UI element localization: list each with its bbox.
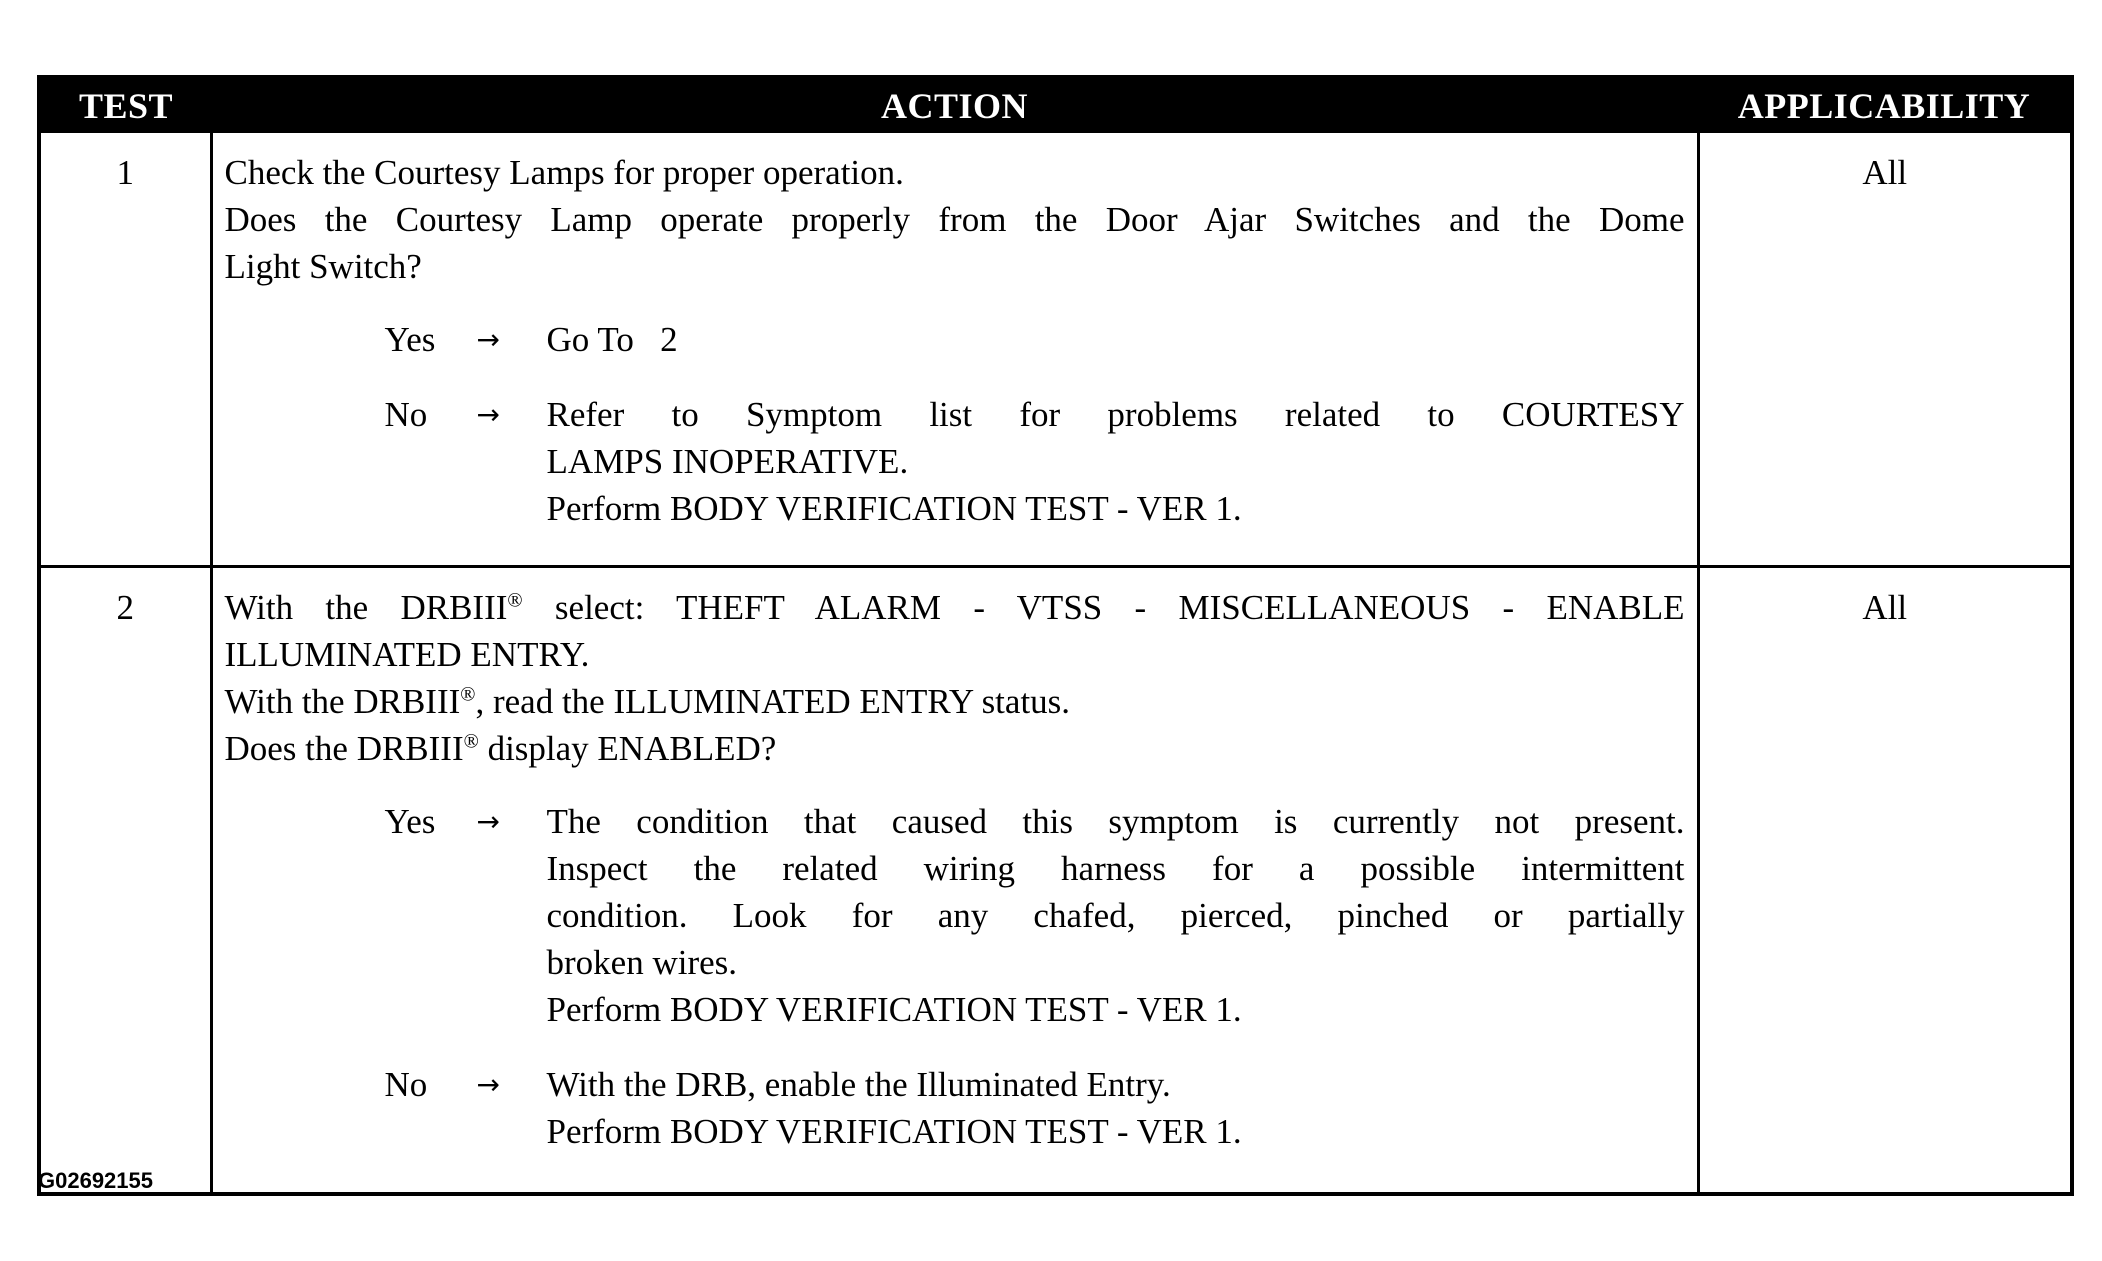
- answer-list: [225, 316, 1685, 532]
- diagnostic-test-table: [37, 75, 2074, 1196]
- answer-label: No: [384, 395, 428, 434]
- action-line: With the DRBIII®, read the ILLUMINATED ENTRY status.: [224, 682, 1071, 721]
- registered-mark: ®: [460, 683, 476, 706]
- answer-line: Perform BODY VERIFICATION TEST - VER 1.: [546, 1112, 1242, 1151]
- answer-label: Yes: [384, 802, 436, 841]
- answer-line: With the DRB, enable the Illuminated Entry.: [546, 1065, 1171, 1104]
- figure-id: G02692155: [38, 1168, 153, 1193]
- applicability-value: All: [1698, 567, 2072, 1195]
- header-action: ACTION: [211, 77, 1698, 133]
- header-applicability: APPLICABILITY: [1698, 77, 2072, 133]
- arrow-right-icon: →: [476, 805, 500, 838]
- table-header-row: [39, 77, 2072, 133]
- table-row: [39, 567, 2072, 1195]
- answer-label: No: [384, 1065, 428, 1104]
- action-line: Does the Courtesy Lamp operate properly from the Door Ajar Switches and the Dome: [224, 200, 1685, 239]
- answer-line: Perform BODY VERIFICATION TEST - VER 1.: [546, 489, 1242, 528]
- answer-no: [225, 1061, 1685, 1155]
- action-line: With the DRBIII® select: THEFT ALARM - VTSS - MISCELLANEOUS - ENABLE: [224, 588, 1685, 627]
- answer-line: Inspect the related wiring harness for a possible intermittent: [546, 849, 1685, 888]
- answer-line: broken wires.: [546, 943, 738, 982]
- answer-text: [547, 316, 1685, 363]
- test-number: 2: [39, 567, 211, 1195]
- answer-no: [225, 391, 1685, 532]
- answer-line: LAMPS INOPERATIVE.: [546, 442, 909, 481]
- registered-mark: ®: [507, 589, 523, 612]
- answer-text: [547, 391, 1685, 532]
- header-test: TEST: [39, 77, 211, 133]
- answer-text: [547, 798, 1685, 1033]
- answer-label: Yes: [384, 320, 436, 359]
- action-cell: [211, 567, 1698, 1195]
- action-line: Light Switch?: [224, 247, 422, 286]
- table-row: [39, 133, 2072, 567]
- answer-yes: [225, 316, 1685, 363]
- answer-line: The condition that caused this symptom is currently not present.: [546, 802, 1685, 841]
- registered-mark: ®: [463, 730, 479, 753]
- answer-text: [547, 1061, 1685, 1155]
- test-number: 1: [39, 133, 211, 567]
- applicability-value: All: [1698, 133, 2072, 567]
- answer-line: condition. Look for any chafed, pierced, pinched or partially: [546, 896, 1685, 935]
- answer-list: [225, 798, 1685, 1155]
- answer-line: Perform BODY VERIFICATION TEST - VER 1.: [546, 990, 1242, 1029]
- action-cell: [211, 133, 1698, 567]
- arrow-right-icon: →: [476, 323, 500, 356]
- arrow-right-icon: →: [476, 1068, 500, 1101]
- answer-line: Refer to Symptom list for problems related to COURTESY: [546, 395, 1685, 434]
- action-line: Check the Courtesy Lamps for proper operation.: [224, 153, 904, 192]
- action-line: Does the DRBIII® display ENABLED?: [224, 729, 777, 768]
- action-line: ILLUMINATED ENTRY.: [224, 635, 590, 674]
- arrow-right-icon: →: [476, 398, 500, 431]
- answer-line: Go To 2: [546, 320, 678, 359]
- answer-yes: [225, 798, 1685, 1033]
